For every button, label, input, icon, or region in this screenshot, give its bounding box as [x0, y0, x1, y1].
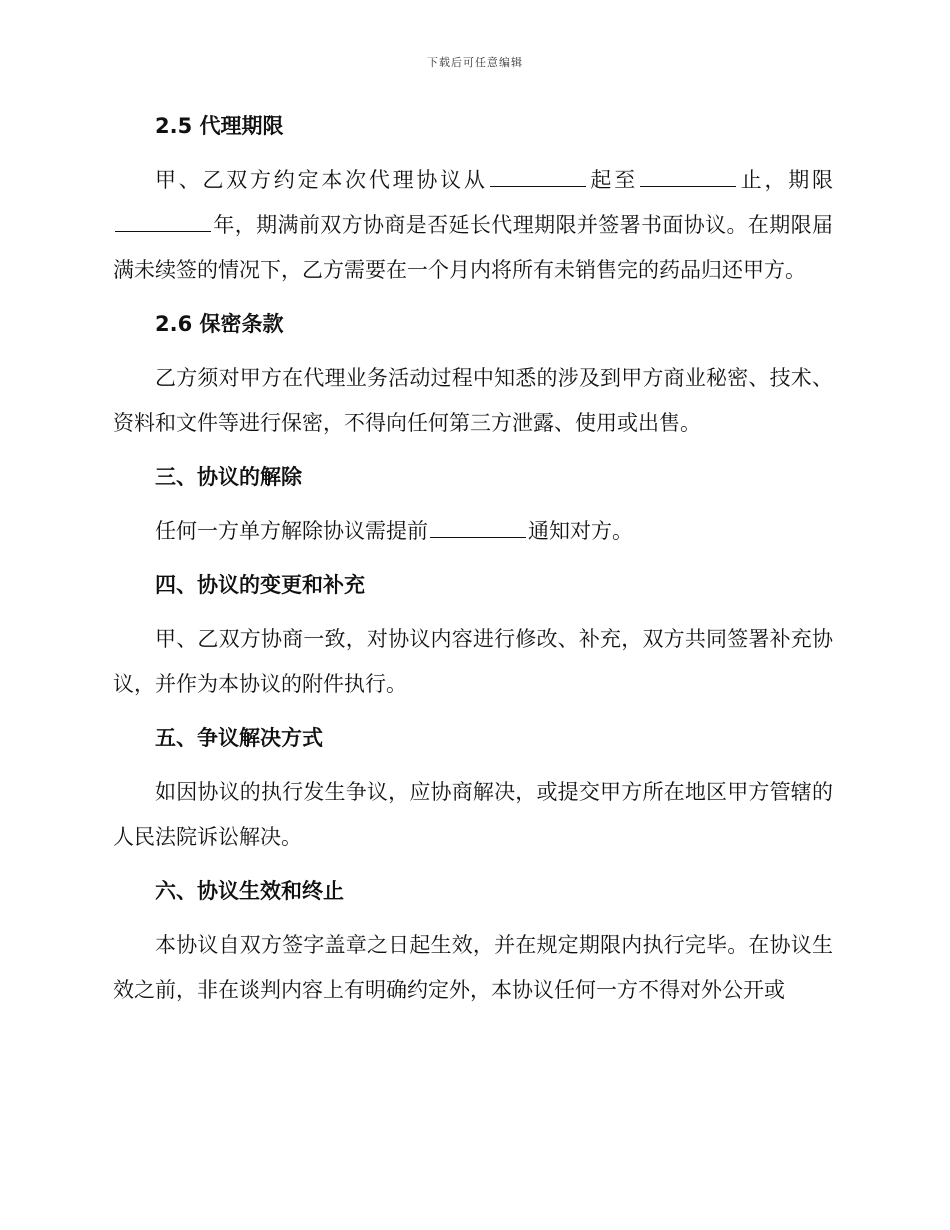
fill-in-blank-end-date: [640, 166, 736, 187]
section-2-5-paragraph: [113, 158, 833, 293]
page-header-note: 下载后可任意编辑: [427, 56, 523, 69]
text-fragment: 年，期满前双方协商是否延长代理期限并签署书面协议。在期限届满未续签的情况下，乙方需要在一个月内将所有未销售完的药品归还甲方。: [113, 213, 833, 282]
fill-in-blank-notice-period: [430, 517, 526, 538]
fill-in-blank-term-years: [115, 211, 211, 232]
section-heading-2-6: 2.6 保密条款: [155, 312, 284, 336]
section-heading-6: 六、协议生效和终止: [155, 879, 344, 903]
section-heading-4: 四、协议的变更和补充: [155, 573, 365, 597]
fill-in-blank-start-date: [490, 166, 586, 187]
section-heading-5: 五、争议解决方式: [155, 726, 323, 750]
section-5-paragraph: 如因协议的执行发生争议，应协商解决，或提交甲方所在地区甲方管辖的人民法院诉讼解决。: [113, 780, 833, 849]
document-body: [113, 104, 833, 1022]
section-2-6-paragraph: 乙方须对甲方在代理业务活动过程中知悉的涉及到甲方商业秘密、技术、资料和文件等进行保密，不得向任何第三方泄露、使用或出售。: [113, 366, 833, 435]
text-fragment: 甲、乙双方约定本次代理协议从: [155, 168, 488, 192]
text-fragment: 任何一方单方解除协议需提前: [155, 519, 428, 543]
section-3-paragraph: [113, 509, 833, 554]
section-6-paragraph: 本协议自双方签字盖章之日起生效，并在规定期限内执行完毕。在协议生效之前，非在谈判内容上有明确约定外，本协议任何一方不得对外公开或: [113, 933, 833, 1002]
text-fragment: 起至: [587, 168, 638, 192]
section-heading-2-5: 2.5 代理期限: [155, 114, 284, 138]
section-heading-3: 三、协议的解除: [155, 465, 302, 489]
text-fragment: 止，期限: [737, 168, 834, 192]
section-4-paragraph: 甲、乙双方协商一致，对协议内容进行修改、补充，双方共同签署补充协议，并作为本协议的附件执行。: [113, 627, 833, 696]
text-fragment: 通知对方。: [528, 519, 633, 543]
